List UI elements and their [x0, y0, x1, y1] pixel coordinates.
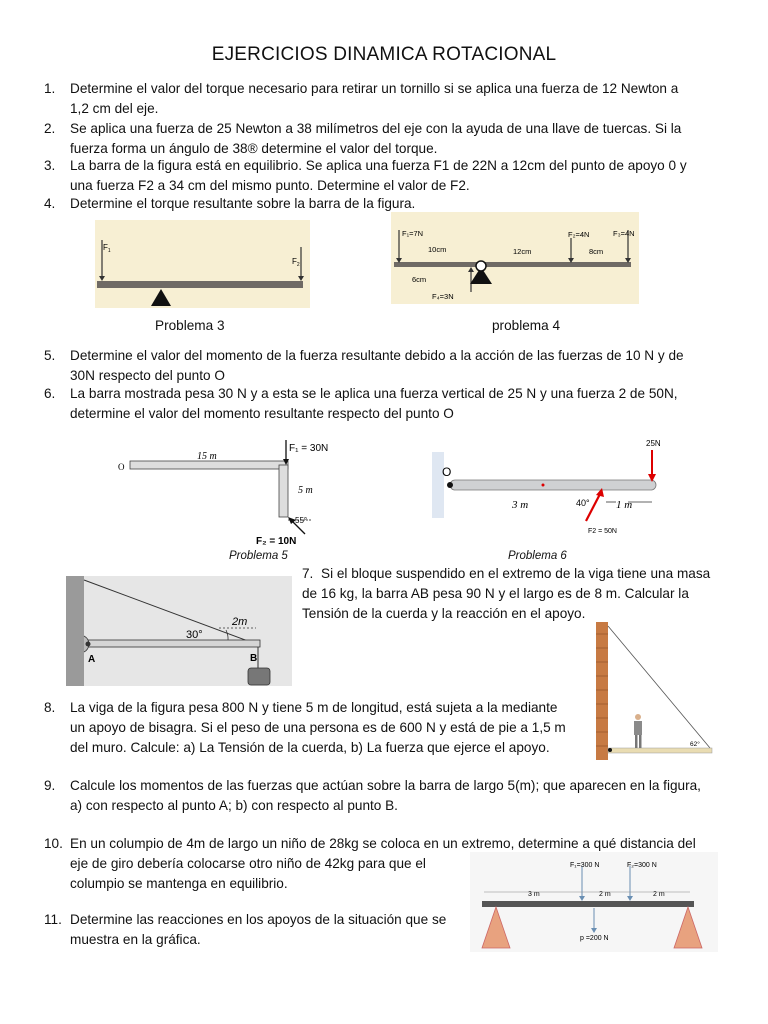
figure-problema-7	[66, 576, 292, 686]
beam	[394, 262, 631, 267]
page-title: EJERCICIOS DINAMICA ROTACIONAL	[211, 44, 557, 65]
force-label: F₂=300 N	[627, 862, 657, 869]
angle-label: 30°	[186, 629, 203, 641]
exercise-line: 1,2 cm del eje.	[70, 101, 159, 116]
distance-label: 1 m	[616, 499, 633, 511]
figure-problema-11	[470, 852, 718, 952]
exercise-line: una fuerza F2 a 34 cm del mismo punto. Determine el valor de F2.	[70, 178, 470, 193]
exercise-line: de 16 kg, la barra AB pesa 90 N y el largo es de 8 m. Calcular la	[302, 586, 689, 601]
distance-label: 6cm	[412, 275, 427, 284]
exercise-line: muestra en la gráfica.	[70, 932, 201, 947]
caption-problema-3: Problema 3	[155, 318, 225, 333]
force-label: F₁ = 30N	[289, 443, 329, 454]
horizontal-bar	[130, 461, 288, 469]
beam	[97, 281, 303, 288]
point-label: B	[250, 653, 258, 664]
angle-label: 62°	[690, 741, 700, 748]
distance-label: 2 m	[599, 891, 611, 898]
distance-label: 8cm	[589, 247, 604, 256]
figure-problema-3	[95, 220, 310, 308]
force-label: $F_2$	[292, 257, 300, 268]
distance-label: 10cm	[428, 245, 447, 254]
exercise-line: eje de giro debería colocarse otro niño de 42kg para que el	[70, 856, 426, 871]
distance-label: 12cm	[513, 247, 532, 256]
caption-problema-5: Problema 5	[229, 550, 288, 562]
force-label: F₂=4N	[568, 230, 590, 239]
hanging-block	[248, 668, 270, 685]
figure-problema-5	[110, 436, 350, 548]
force-label: F₁=7N	[402, 229, 424, 238]
distance-label: 2m	[232, 616, 248, 628]
exercise-line: Determine el torque resultante sobre la barra de la figura.	[70, 196, 416, 211]
point-label: O	[442, 465, 452, 479]
caption-problema-6: Problema 6	[508, 550, 567, 562]
person-icon	[635, 714, 641, 720]
vertical-bar	[279, 465, 288, 517]
distance-label: 3 m	[528, 891, 540, 898]
exercise-line: determine el valor del momento resultante respecto del punto O	[70, 406, 454, 421]
distance-label: 2 m	[653, 891, 665, 898]
beam	[86, 640, 260, 647]
exercise-line: Si el bloque suspendido en el extremo de la viga tiene una masa	[321, 566, 711, 581]
figure-problema-4	[391, 212, 639, 304]
length-label: 5 m	[298, 485, 313, 496]
force-label: p =200 N	[580, 935, 609, 942]
exercise-line: Determine el valor del momento de la fuerza resultante debido a la acción de las fuerzas de 10 N y de	[70, 348, 684, 363]
angle-label: 40°	[576, 498, 590, 508]
length-label: 15 m	[197, 451, 217, 462]
exercise-line: Tensión de la cuerda y la reacción en el apoyo.	[302, 606, 586, 621]
exercise-line: Calcule los momentos de las fuerzas que actúan sobre la barra de largo 5(m); que aparecen en la figura,	[70, 778, 701, 793]
exercise-line: La barra de la figura está en equilibrio. Se aplica una fuerza F1 de 22N a 12cm del punto de apoyo 0 y	[70, 158, 687, 173]
beam	[608, 748, 712, 753]
exercise-line: a) con respecto al punto A; b) con respecto al punto B.	[70, 798, 398, 813]
rope	[608, 626, 710, 748]
exercise-line: del muro. Calcule: a) La Tensión de la cuerda, b) La fuerza que ejerce el apoyo.	[70, 740, 550, 755]
exercise-line: La viga de la figura pesa 800 N y tiene 5 m de longitud, está sujeta a la mediante	[70, 700, 558, 715]
wall	[432, 452, 444, 518]
exercise-line: un apoyo de bisagra. Si el peso de una persona es de 600 N y está de pie a 1,5 m	[70, 720, 566, 735]
beam	[482, 901, 694, 907]
exercise-line: fuerza forma un ángulo de 38® determine el valor del torque.	[70, 141, 438, 156]
angle-label: 55°	[295, 516, 308, 525]
exercise-line: La barra mostrada pesa 30 N y a esta se le aplica una fuerza vertical de 25 N y una fuerza 2 de 50N,	[70, 386, 678, 401]
force-label: F₂ = 10N	[256, 536, 297, 547]
exercise-line: 30N respecto del punto O	[70, 368, 225, 383]
wall	[66, 576, 84, 686]
force-label: F₁=300 N	[570, 862, 600, 869]
caption-problema-4: problema 4	[492, 318, 561, 333]
force-label: 25N	[646, 439, 661, 448]
exercise-line: En un columpio de 4m de largo un niño de 28kg se coloca en un extremo, determine a qué distancia del	[70, 836, 696, 851]
bar	[450, 480, 656, 490]
force-label: F₃=4N	[613, 229, 635, 238]
distance-label: 3 m	[512, 499, 529, 511]
point-label: A	[88, 654, 96, 665]
figure-problema-8	[596, 622, 716, 760]
point-label: O	[118, 462, 125, 472]
exercise-line: Determine las reacciones en los apoyos de la situación que se	[70, 912, 447, 927]
force-label: F2 = 50N	[588, 528, 617, 535]
force-label: F₄=3N	[432, 292, 454, 301]
exercise-line: Se aplica una fuerza de 25 Newton a 38 milímetros del eje con la ayuda de una llave de tuercas. Si la	[70, 121, 682, 136]
force-label: $F_1$	[103, 243, 111, 254]
exercise-line: Determine el valor del torque necesario para retirar un tornillo si se aplica una fuerza de 12 Newton a	[70, 81, 679, 96]
figure-problema-6	[430, 436, 670, 544]
exercise-line: columpio se mantenga en equilibrio.	[70, 876, 288, 891]
